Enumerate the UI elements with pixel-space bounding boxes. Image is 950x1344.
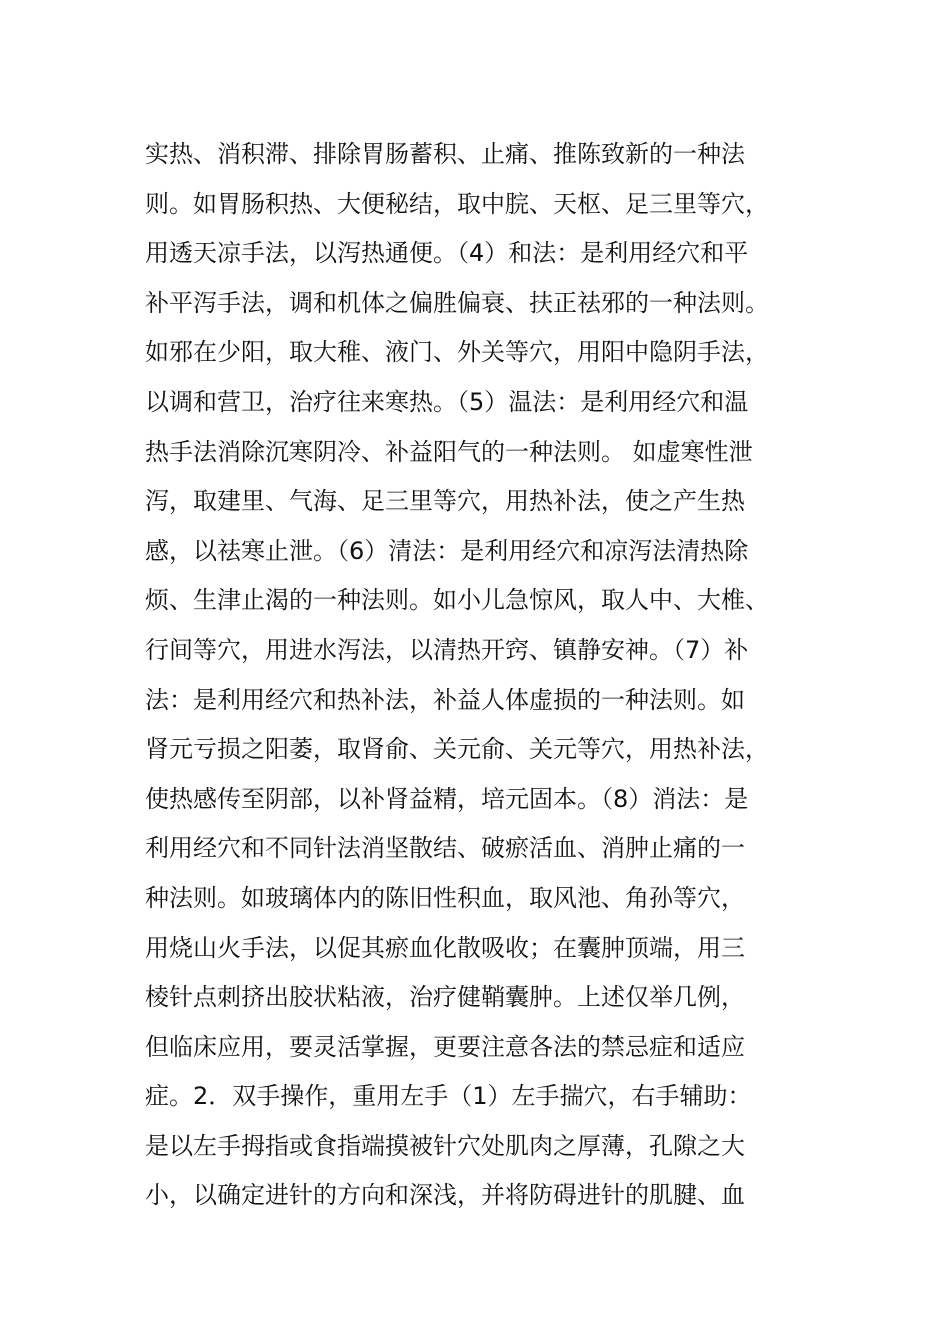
text-line: 实热、消积滞、排除胃肠蓄积、止痛、推陈致新的一种法 [145,140,745,168]
text-line: 用烧山火手法，以促其瘀血化散吸收；在囊肿顶端，用三 [145,933,745,962]
text-line: 症。2．双手操作，重用左手（1）左手揣穴，右手辅助： [145,1082,752,1111]
text-line: 肾元亏损之阳萎，取肾俞、关元俞、关元等穴，用热补法， [145,735,769,764]
text-line: 行间等穴，用进水泻法，以清热开窍、镇静安神。（7）补 [145,635,749,664]
text-line: 棱针点刺挤出胶状粘液，治疗健鞘囊肿。上述仅举几例， [145,983,745,1012]
text-line: 小，以确定进针的方向和深浅，并将防碍进针的肌腱、血 [145,1181,745,1210]
text-line: 补平泻手法，调和机体之偏胜偏衰、扶正祛邪的一种法则。 [145,288,769,317]
text-line: 使热感传至阴部，以补肾益精，培元固本。（8）消法：是 [145,784,749,813]
text-line: 用透天凉手法，以泻热通便。（4）和法：是利用经穴和平 [145,239,749,268]
text-line: 如邪在少阳，取大稚、液门、外关等穴，用阳中隐阴手法， [145,338,769,367]
text-line: 但临床应用，要灵活掌握，更要注意各法的禁忌症和适应 [145,1032,745,1061]
text-line: 种法则。如玻璃体内的陈旧性积血，取风池、角孙等穴， [145,883,745,912]
text-line: 法：是利用经穴和热补法，补益人体虚损的一种法则。如 [145,685,745,714]
text-line: 烦、生津止渴的一种法则。如小儿急惊风，取人中、大椎、 [145,586,769,615]
text-line: 利用经穴和不同针法消坚散结、破瘀活血、消肿止痛的一 [145,834,745,863]
text-line: 是以左手拇指或食指端摸被针穴处肌肉之厚薄，孔隙之大 [145,1131,745,1160]
text-line: 感，以祛寒止泄。（6）清法：是利用经穴和凉泻法清热除 [145,536,749,565]
text-line: 以调和营卫，治疗往来寒热。（5）温法：是利用经穴和温 [145,387,749,416]
text-line: 则。如胃肠积热、大便秘结，取中脘、天枢、足三里等穴， [145,189,769,218]
body-text [145,130,815,1221]
text-line: 泻，取建里、气海、足三里等穴，用热补法，使之产生热 [145,487,745,516]
text-line: 热手法消除沉寒阴冷、补益阳气的一种法则。 如虚寒性泄 [145,437,753,466]
